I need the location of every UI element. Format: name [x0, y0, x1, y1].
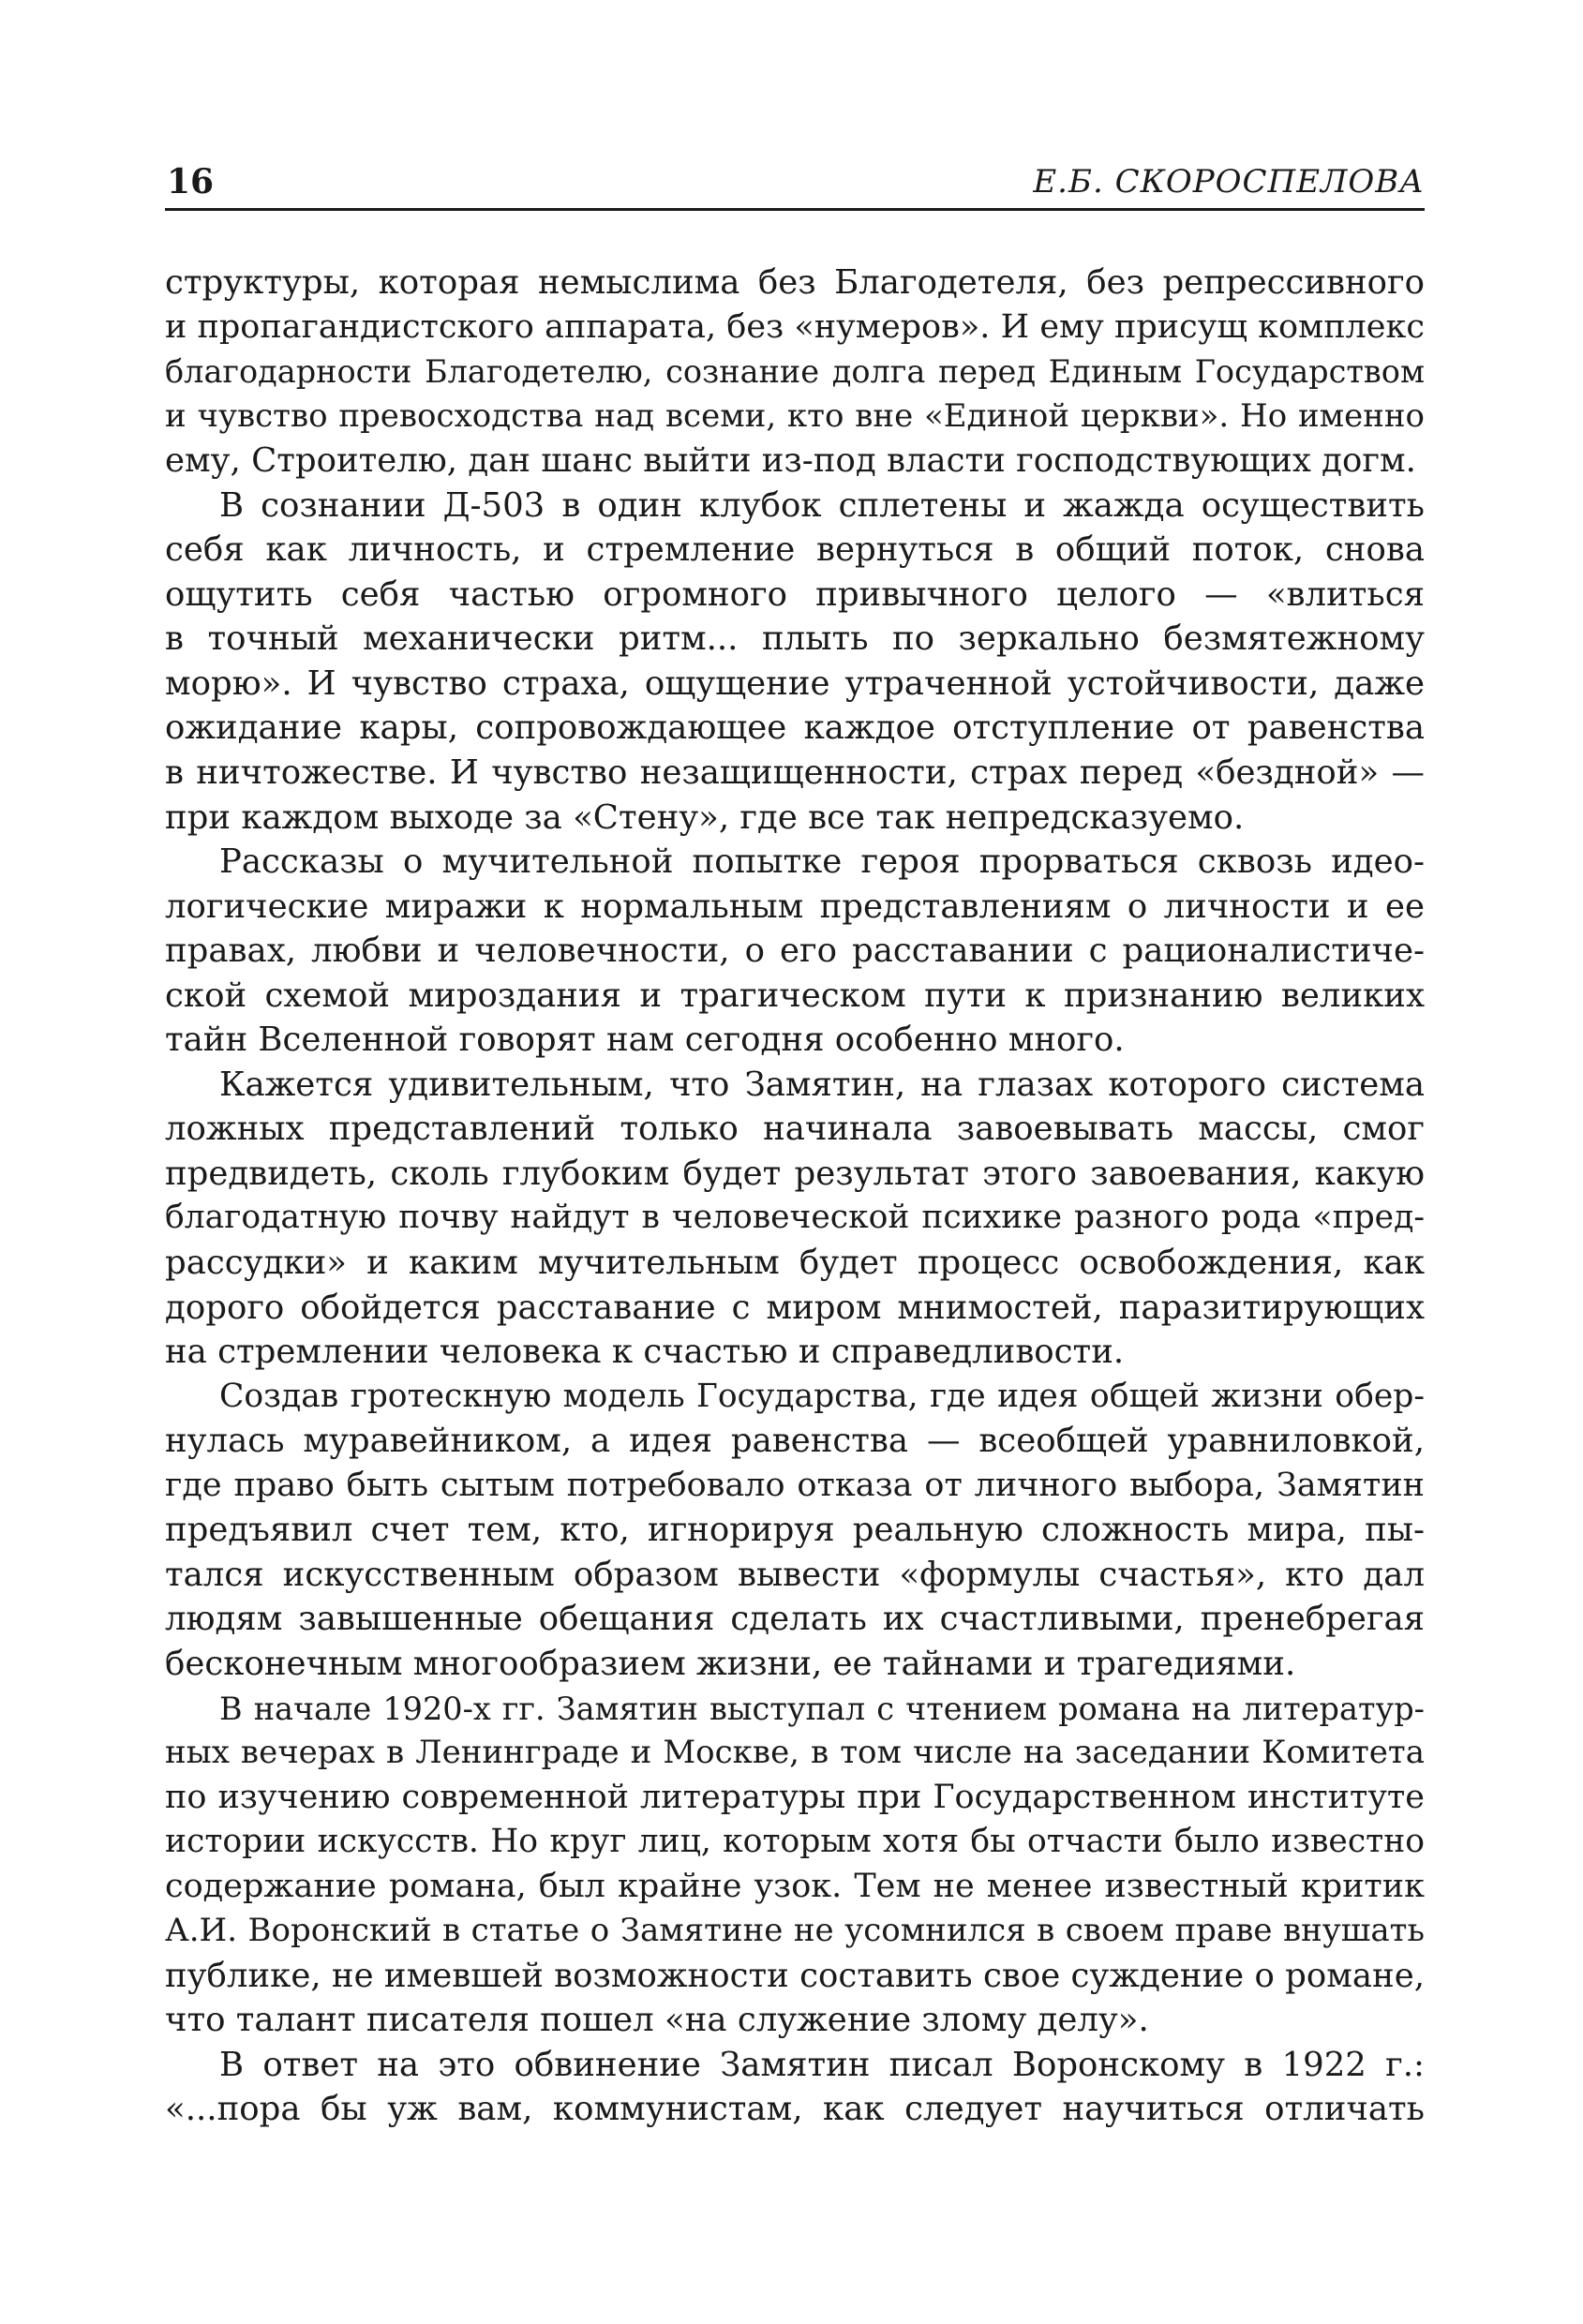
- text-line: при каждом выходе за «Стену», где все так непредсказуемо.: [165, 797, 1245, 837]
- text-line: в точный механически ритм... плыть по зеркально безмятежному: [165, 619, 1425, 659]
- text-line: «...пора бы уж вам, коммунистам, как следует научиться отличать: [165, 2090, 1425, 2129]
- paragraph: [165, 484, 1425, 840]
- text-line: дорого обойдется расставание с миром мнимостей, паразитирующих: [165, 1288, 1425, 1327]
- text-line: ской схемой мироздания и трагическом пути к признанию великих: [165, 976, 1425, 1015]
- text-line: А.И. Воронский в статье о Замятине не усомнился в своем праве внушать: [165, 1912, 1425, 1950]
- text-line: тайн Вселенной говорят нам сегодня особенно много.: [165, 1020, 1125, 1060]
- page-number: 16: [167, 162, 215, 201]
- text-line: В начале 1920-х гг. Замятин выступал с чтением романа на литератур-: [219, 1690, 1425, 1727]
- paragraph: [165, 1687, 1425, 2043]
- text-line: где право быть сытым потребовало отказа от личного выбора, Замятин: [165, 1466, 1425, 1504]
- text-line: благодарности Благодетелю, сознание долга перед Единым Государством: [165, 353, 1425, 391]
- paragraph: [165, 2043, 1425, 2132]
- text-line: тался искусственным образом вывести «формулы счастья», кто дал: [165, 1555, 1425, 1594]
- text-line: по изучению современной литературы при Государственном институте: [165, 1778, 1425, 1816]
- paragraph: [165, 1375, 1425, 1687]
- text-line: правах, любви и человечности, о его расставании с рационалистиче-: [165, 931, 1425, 971]
- text-line: рассудки» и каким мучительным будет процесс освобождения, как: [165, 1244, 1425, 1283]
- paragraph: [165, 840, 1425, 1063]
- text-line: ему, Строителю, дан шанс выйти из-под власти господствующих догм.: [165, 441, 1416, 481]
- text-line: себя как личность, и стремление вернуться в общий поток, снова: [165, 530, 1425, 570]
- text-line: публике, не имевшей возможности составить свое суждение о романе,: [165, 1956, 1425, 1995]
- text-line: на стремлении человека к счастью и справедливости.: [165, 1333, 1125, 1372]
- paragraph: [165, 1063, 1425, 1375]
- text-line: ощутить себя частью огромного привычного целого — «влиться: [165, 574, 1425, 614]
- text-line: нулась муравейником, а идея равенства — всеобщей уравниловкой,: [165, 1422, 1425, 1461]
- text-line: и чувство превосходства над всеми, кто вне «Единой церкви». Но именно: [165, 396, 1425, 435]
- text-line: что талант писателя пошел «на служение злому делу».: [165, 2001, 1149, 2040]
- text-line: ложных представлений только начинала завоевывать массы, смог: [165, 1110, 1425, 1149]
- text-line: Кажется удивительным, что Замятин, на глазах которого система: [219, 1065, 1425, 1104]
- text-line: морю». И чувство страха, ощущение утраченной устойчивости, даже: [165, 663, 1425, 703]
- text-line: логические миражи к нормальным представлениям о личности и ее: [165, 886, 1425, 926]
- text-line: людям завышенные обещания сделать их счастливыми, пренебрегая: [165, 1600, 1425, 1639]
- text-line: в ничтожестве. И чувство незащищенности, страх перед «бездной» —: [165, 753, 1425, 793]
- running-head-author: Е.Б. СКОРОСПЕЛОВА: [1033, 163, 1425, 201]
- text-line: Рассказы о мучительной попытке героя прорваться сквозь идео-: [219, 842, 1425, 882]
- text-line: В сознании Д-503 в один клубок сплетены и жажда осуществить: [219, 485, 1425, 525]
- text-line: Создав гротескную модель Государства, где идея общей жизни обер-: [219, 1377, 1425, 1415]
- text-line: структуры, которая немыслима без Благодетеля, без репрессивного: [165, 263, 1425, 302]
- text-line: бесконечным многообразием жизни, ее тайнами и трагедиями.: [165, 1644, 1296, 1683]
- text-line: и пропагандистского аппарата, без «нумеров». И ему присущ комплекс: [165, 307, 1425, 346]
- text-line: В ответ на это обвинение Замятин писал Воронскому в 1922 г.:: [219, 2045, 1425, 2084]
- running-head: [165, 161, 1425, 211]
- body-text: [165, 261, 1425, 2132]
- text-line: предъявил счет тем, кто, игнорируя реальную сложность мира, пы-: [165, 1511, 1425, 1550]
- text-line: ных вечерах в Ленинграде и Москве, в том числе на заседании Комитета: [165, 1734, 1425, 1772]
- text-line: предвидеть, сколь глубоким будет результат этого завоевания, какую: [165, 1154, 1425, 1193]
- text-line: истории искусств. Но круг лиц, которым хотя бы отчасти было известно: [165, 1823, 1425, 1861]
- text-line: благодатную почву найдут в человеческой психике разного рода «пред-: [165, 1199, 1425, 1237]
- paragraph: [165, 261, 1425, 484]
- text-line: содержание романа, был крайне узок. Тем не менее известный критик: [165, 1867, 1425, 1905]
- text-line: ожидание кары, сопровождающее каждое отступление от равенства: [165, 708, 1425, 748]
